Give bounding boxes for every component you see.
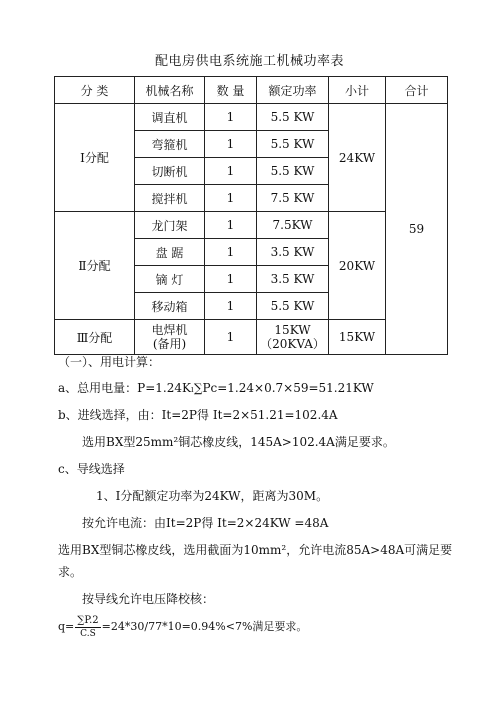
formula-prefix: q= bbox=[58, 620, 75, 633]
formula-denominator: C.S bbox=[80, 629, 96, 639]
total-load-line: a、总用电量：P=1.24Kₗ∑Pc=1.24×0.7×59=51.21KW bbox=[58, 381, 374, 395]
machine-name: 弯箍机 bbox=[135, 131, 205, 158]
machine-name: 调直机 bbox=[135, 104, 205, 131]
section-heading: （一）、用电计算： bbox=[58, 355, 161, 369]
rated-power-line1: 15KW bbox=[274, 323, 311, 337]
grand-total: 59 bbox=[386, 104, 448, 355]
machine-name: 移动箱 bbox=[135, 293, 205, 320]
rated-power: 7.5 KW bbox=[257, 185, 329, 212]
allowable-current-line: 按允许电流：由It=2P得 It=2×24KW =48A bbox=[82, 516, 329, 530]
quantity: 1 bbox=[205, 104, 257, 131]
group-subtotal: 20KW bbox=[329, 212, 386, 320]
incoming-cable-choice: 选用BX型25mm²铜芯橡皮线，145A>102.4A满足要求。 bbox=[82, 435, 395, 449]
quantity: 1 bbox=[205, 293, 257, 320]
quantity: 1 bbox=[205, 239, 257, 266]
branch-one-power: 1、Ⅰ分配额定功率为24KW，距离为30M。 bbox=[96, 489, 329, 503]
formula-result: =24*30/77*10=0.94%<7%满足要求。 bbox=[101, 620, 308, 633]
rated-power: 5.5 KW bbox=[257, 293, 329, 320]
rated-power: 5.5 KW bbox=[257, 158, 329, 185]
quantity: 1 bbox=[205, 266, 257, 293]
machine-name: 切断机 bbox=[135, 158, 205, 185]
quantity: 1 bbox=[205, 212, 257, 239]
table-title: 配电房供电系统施工机械功率表 bbox=[154, 54, 344, 69]
machine-name: 镝 灯 bbox=[135, 266, 205, 293]
header-rated-power: 额定功率 bbox=[257, 77, 329, 104]
machine-name: 龙门架 bbox=[135, 212, 205, 239]
header-quantity: 数 量 bbox=[205, 77, 257, 104]
rated-power: 3.5 KW bbox=[257, 266, 329, 293]
quantity: 1 bbox=[205, 185, 257, 212]
rated-power bbox=[257, 320, 329, 355]
machine-name-line1: 电焊机 bbox=[151, 323, 188, 337]
machinery-power-table bbox=[54, 76, 448, 355]
machine-name bbox=[135, 320, 205, 355]
table-header-row bbox=[55, 77, 448, 104]
header-machine: 机械名称 bbox=[135, 77, 205, 104]
voltage-drop-formula bbox=[58, 614, 307, 640]
header-category: 分 类 bbox=[55, 77, 135, 104]
group-name: Ⅲ分配 bbox=[55, 320, 135, 355]
group-name: Ⅱ分配 bbox=[55, 212, 135, 320]
machine-name-line2: (备用) bbox=[152, 337, 187, 351]
formula-numerator: ∑P.2 bbox=[77, 615, 99, 626]
rated-power: 5.5 KW bbox=[257, 104, 329, 131]
group-name: Ⅰ分配 bbox=[55, 104, 135, 212]
group-subtotal: 24KW bbox=[329, 104, 386, 212]
voltage-drop-check: 按导线允许电压降校核： bbox=[82, 592, 215, 606]
quantity: 1 bbox=[205, 131, 257, 158]
conductor-selection-heading: c、导线选择 bbox=[58, 462, 125, 476]
incoming-line-selection: b、进线选择，由：It=2P得 It=2×51.21=102.4A bbox=[58, 408, 338, 422]
header-total: 合计 bbox=[386, 77, 448, 104]
header-subtotal: 小计 bbox=[329, 77, 386, 104]
group-subtotal: 15KW bbox=[329, 320, 386, 355]
quantity: 1 bbox=[205, 320, 257, 355]
formula-fraction bbox=[75, 614, 100, 640]
rated-power: 3.5 KW bbox=[257, 239, 329, 266]
machine-name: 盘 踞 bbox=[135, 239, 205, 266]
rated-power: 7.5KW bbox=[257, 212, 329, 239]
cable-section-line: 选用BX型铜芯橡皮线，选用截面为10mm²，允许电流85A>48A可满足要 bbox=[58, 543, 453, 557]
rated-power: 5.5 KW bbox=[257, 131, 329, 158]
rated-power-line2: （20KVA） bbox=[260, 337, 325, 351]
table-row bbox=[55, 104, 448, 131]
quantity: 1 bbox=[205, 158, 257, 185]
machine-name: 搅拌机 bbox=[135, 185, 205, 212]
cable-section-line-end: 求。 bbox=[58, 565, 83, 579]
